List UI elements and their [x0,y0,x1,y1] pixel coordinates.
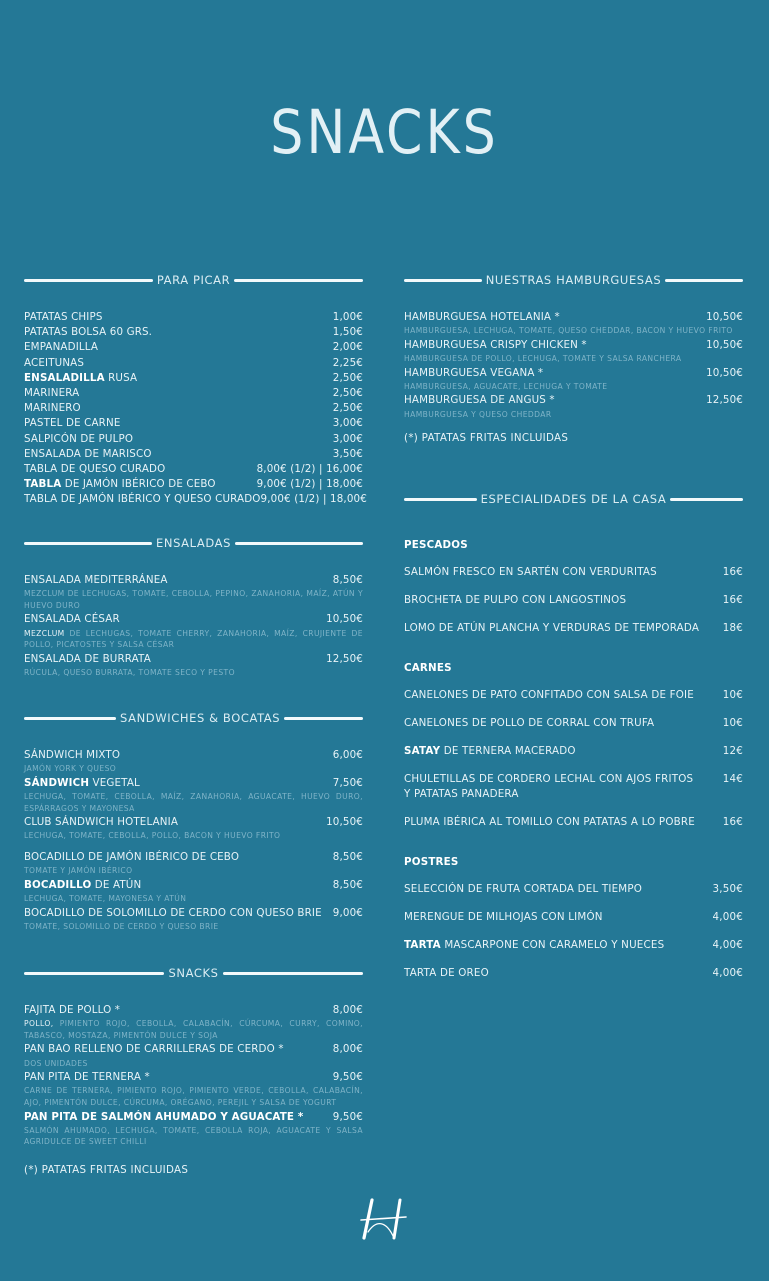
menu-item [404,688,743,703]
section-hamburguesas [404,272,743,444]
item-price: 6,00€ [332,749,363,761]
item-price: 7,50€ [332,776,363,789]
menu-item [24,401,363,416]
item-price: 8,00€ [332,1004,363,1016]
item-name: PAN PITA DE TERNERA * [24,1071,150,1084]
item-list [404,882,743,981]
item-price: 3,50€ [332,447,363,460]
item-name: LOMO DE ATÚN PLANCHA Y VERDURAS DE TEMPORADA [404,622,700,634]
item-price: 9,50€ [332,1110,363,1123]
item-price: 9,50€ [332,1071,363,1084]
item-description: TOMATE Y JAMÓN IBÉRICO [24,866,133,876]
item-description-emphasis: POLLO, [24,1019,54,1029]
menu-item [24,492,367,507]
item-price: 12€ [722,745,743,757]
item-name: SELECCIÓN DE FRUTA CORTADA DEL TIEMPO [404,883,643,895]
item-price: 10,50€ [706,366,743,379]
section-title: NUESTRAS HAMBURGUESAS [485,273,662,287]
section-especialidades [404,491,743,981]
item-price: 10,50€ [326,816,363,829]
item-name: HAMBURGUESA VEGANA * [404,366,544,379]
divider-line [234,279,363,282]
item-name: PLUMA IBÉRICA AL TOMILLO CON PATATAS A LO POBRE [404,816,695,828]
menu-item [24,462,363,477]
subsection-carnes: CARNES [404,662,452,674]
item-name: ENSALADA DE MARISCO [24,447,152,460]
section-sandwiches [24,710,363,933]
item-name: BOCADILLO DE SOLOMILLO DE CERDO CON QUESO BRIE [24,906,322,919]
menu-item [404,593,743,608]
item-list [404,688,743,830]
menu-item [24,325,363,340]
item-name: SATAY DE TERNERA MACERADO [404,745,576,757]
item-name: BROCHETA DE PULPO CON LANGOSTINOS [404,594,627,606]
menu-item [404,815,743,830]
item-description: HAMBURGUESA, LECHUGA, TOMATE, QUESO CHEDDAR, BACON Y HUEVO FRITO [404,326,733,336]
menu-item [404,716,743,731]
item-name: PASTEL DE CARNE [24,417,121,430]
item-price: 12,50€ [326,652,363,665]
item-name: ENSALADA MEDITERRÁNEA [24,574,168,586]
menu-item [24,477,363,492]
item-price: 18€ [722,622,743,634]
menu-item [24,416,363,431]
menu-item [24,386,363,401]
item-name [24,1110,303,1125]
item-description: LECHUGA, TOMATE, CEBOLLA, POLLO, BACON Y HUEVO FRITO [24,831,281,841]
item-name: SÁNDWICH VEGETAL [24,776,140,789]
item-description: HAMBURGUESA DE POLLO, LECHUGA, TOMATE Y SALSA RANCHERA [404,354,682,363]
menu-item [24,1042,363,1057]
menu-item [24,310,363,325]
item-price: 2,50€ [332,387,363,400]
item-price: 8,50€ [332,574,363,586]
menu-item [404,938,743,953]
item-description: CARNE DE TERNERA, PIMIENTO ROJO, PIMIENTO VERDE, CEBOLLA, CALABACÍN, AJO, PIMENTÓN DULCE, CÚRCUMA, ORÉGANO, PEREJIL Y SALSA DE YOGURT [24,1086,363,1107]
item-name: ENSALADA CÉSAR [24,613,120,626]
divider-line [24,542,152,545]
menu-item [404,621,743,636]
item-name: CANELONES DE PATO CONFITADO CON SALSA DE FOIE [404,689,695,701]
item-name: ENSALADA DE BURRATA [24,652,151,665]
item-name: BOCADILLO DE JAMÓN IBÉRICO DE CEBO [24,850,240,863]
item-price: 4,00€ [712,967,743,979]
menu-item [404,366,743,381]
item-list [404,565,743,636]
item-name: FAJITA DE POLLO * [24,1004,121,1016]
item-list [404,310,743,420]
item-price: 9,00€ [332,906,363,919]
item-name: MARINERO [24,402,81,415]
section-heading [404,272,743,288]
menu-item [24,1003,363,1018]
item-description: HAMBURGUESA Y QUESO CHEDDAR [404,409,552,419]
item-name: SÁNDWICH MIXTO [24,749,121,761]
menu-item [24,356,363,371]
divider-line [235,542,363,545]
item-description: HAMBURGUESA, AGUACATE, LECHUGA Y TOMATE [404,381,608,391]
hotelania-logo-icon [358,1196,410,1242]
divider-line [665,279,743,282]
item-price: 4,00€ [712,911,743,923]
item-description: LECHUGA, TOMATE, MAYONESA Y ATÚN [24,893,187,903]
divider-line [404,279,482,282]
section-heading [404,491,743,507]
item-name: MARINERA [24,387,80,400]
item-name-emphasis: SÁNDWICH [24,776,90,789]
divider-line [24,717,116,720]
item-name-emphasis: SATAY [404,745,441,757]
item-price: 4,00€ [712,939,743,951]
item-price: 2,50€ [332,371,363,384]
menu-item [24,748,363,763]
item-name: PATATAS BOLSA 60 GRS. [24,326,153,339]
item-name: TARTA DE OREO [404,967,489,979]
item-price: 10,50€ [706,311,743,323]
item-name: HAMBURGUESA DE ANGUS * [404,394,555,407]
item-price: 3,50€ [712,883,743,895]
menu-item [24,432,363,447]
menu-item [24,1070,363,1085]
menu-item [404,393,743,408]
section-title: SNACKS [168,966,219,980]
item-name: HAMBURGUESA CRISPY CHICKEN * [404,338,587,351]
section-title: ESPECIALIDADES DE LA CASA [480,492,667,506]
subsection-pescados: PESCADOS [404,539,468,551]
menu-item [24,447,363,462]
item-price: 2,25€ [332,356,363,369]
item-price: 16€ [722,594,743,606]
menu-item [24,906,363,921]
menu-item [404,882,743,897]
menu-item [24,573,363,588]
item-price: 3,00€ [332,417,363,430]
item-description: POLLO, PIMIENTO ROJO, CEBOLLA, CALABACÍN, CÚRCUMA, CURRY, COMINO, TABASCO, MOSTAZA, PIMENTÓN DULCE Y SOJA [24,1019,363,1040]
menu-item [404,772,743,802]
divider-line [24,279,153,282]
divider-line [284,717,363,720]
item-name: CLUB SÁNDWICH HOTELANIA [24,816,179,829]
menu-item [404,565,743,580]
item-name: ACEITUNAS [24,356,85,369]
item-description: SALMÓN AHUMADO, LECHUGA, TOMATE, CEBOLLA ROJA, AGUACATE Y SALSA AGRIDULCE DE SWEET CHILLI [24,1125,363,1147]
item-price: 16€ [722,566,743,578]
subsection-postres: POSTRES [404,856,459,868]
item-name: TARTA MASCARPONE CON CARAMELO Y NUECES [404,939,665,951]
menu-item [404,910,743,925]
page-title: SNACKS [270,96,499,168]
section-heading [24,272,363,288]
divider-line [24,972,164,975]
menu-item [24,340,363,355]
item-description: JAMÓN YORK Y QUESO [24,764,117,774]
item-description: RÚCULA, QUESO BURRATA, TOMATE SECO Y PESTO [24,667,235,677]
section-ensaladas [24,535,363,680]
section-para-picar [24,272,367,508]
item-list [24,1003,363,1148]
item-name: EMPANADILLA [24,341,99,354]
item-list [24,310,367,508]
item-price: 10€ [722,689,743,701]
section-snacks [24,965,363,1176]
item-price: 2,00€ [332,341,363,354]
menu-item [404,966,743,981]
menu-item [24,1110,363,1125]
item-name: HAMBURGUESA HOTELANIA * [404,311,560,323]
section-heading [24,535,363,551]
item-price: 9,00€ (1/2) | 18,00€ [256,478,363,491]
item-name: TABLA DE QUESO CURADO [24,463,166,476]
menu-item [404,744,743,759]
menu-item [24,878,363,893]
item-price: 9,00€ (1/2) | 18,00€ [260,493,367,506]
item-price: 8,00€ (1/2) | 16,00€ [256,463,363,476]
item-name: MERENGUE DE MILHOJAS CON LIMÓN [404,911,603,923]
item-name: BOCADILLO DE ATÚN [24,878,142,891]
item-description: TOMATE, SOLOMILLO DE CERDO Y QUESO BRIE [24,921,219,931]
menu-item [404,310,743,325]
footnote: (*) PATATAS FRITAS INCLUIDAS [24,1163,189,1176]
item-price: 1,00€ [332,311,363,323]
divider-line [670,498,743,501]
menu-item [24,776,363,791]
item-name-emphasis: BOCADILLO [24,878,92,891]
item-name: TABLA DE JAMÓN IBÉRICO DE CEBO [24,478,216,491]
section-title: PARA PICAR [156,273,231,287]
item-price: 10,50€ [706,338,743,351]
item-description: DOS UNIDADES [24,1058,88,1068]
item-price: 8,50€ [332,878,363,891]
item-name: SALPICÓN DE PULPO [24,432,134,445]
item-description-emphasis: MEZCLUM [24,628,65,638]
item-name-emphasis: PAN PITA DE SALMÓN AHUMADO Y AGUACATE * [24,1110,304,1123]
item-name: PATATAS CHIPS [24,311,103,323]
item-price: 12,50€ [706,394,743,407]
menu-item [24,850,363,865]
item-name-emphasis: TABLA [24,478,62,491]
item-name: SALMÓN FRESCO EN SARTÉN CON VERDURITAS [404,566,657,578]
item-name: CHULETILLAS DE CORDERO LECHAL CON AJOS FRITOS Y PATATAS PANADERA [404,773,694,800]
item-price: 10€ [722,717,743,729]
item-price: 16€ [722,816,743,828]
item-list [24,748,363,932]
item-price: 14€ [722,773,743,785]
item-name: CANELONES DE POLLO DE CORRAL CON TRUFA [404,717,655,729]
item-price: 8,50€ [332,850,363,863]
item-name-emphasis: TARTA [404,939,441,951]
item-price: 10,50€ [326,613,363,626]
menu-item [404,338,743,353]
item-name-emphasis: ENSALADILLA [24,371,105,384]
item-name: TABLA DE JAMÓN IBÉRICO Y QUESO CURADO [24,493,261,506]
item-price: 1,50€ [332,326,363,339]
item-price: 2,50€ [332,402,363,415]
item-description: MEZCLUM DE LECHUGAS, TOMATE CHERRY, ZANAHORIA, MAÍZ, CRUJIENTE DE POLLO, PICATOSTES Y SALSA CÉSAR [24,628,363,650]
item-name: ENSALADILLA RUSA [24,371,138,384]
section-title: ENSALADAS [156,536,232,550]
footnote: (*) PATATAS FRITAS INCLUIDAS [404,432,569,445]
item-description: LECHUGA, TOMATE, CEBOLLA, MAÍZ, ZANAHORIA, AGUACATE, HUEVO DURO, ESPÁRRAGOS Y MAYONESA [24,792,363,813]
menu-item [24,612,363,627]
item-price: 3,00€ [332,432,363,445]
item-name: PAN BAO RELLENO DE CARRILLERAS DE CERDO * [24,1043,284,1056]
section-title: SANDWICHES & BOCATAS [120,711,281,725]
section-heading [24,710,363,726]
item-description: MEZCLUM DE LECHUGAS, TOMATE, CEBOLLA, PEPINO, ZANAHORIA, MAÍZ, ATÚN Y HUEVO DURO [24,589,363,610]
menu-item [24,815,363,830]
divider-line [223,972,363,975]
menu-item [24,371,363,386]
menu-item [24,652,363,667]
item-list [24,573,363,679]
section-heading [24,965,363,981]
item-price: 8,00€ [332,1043,363,1056]
divider-line [404,498,477,501]
